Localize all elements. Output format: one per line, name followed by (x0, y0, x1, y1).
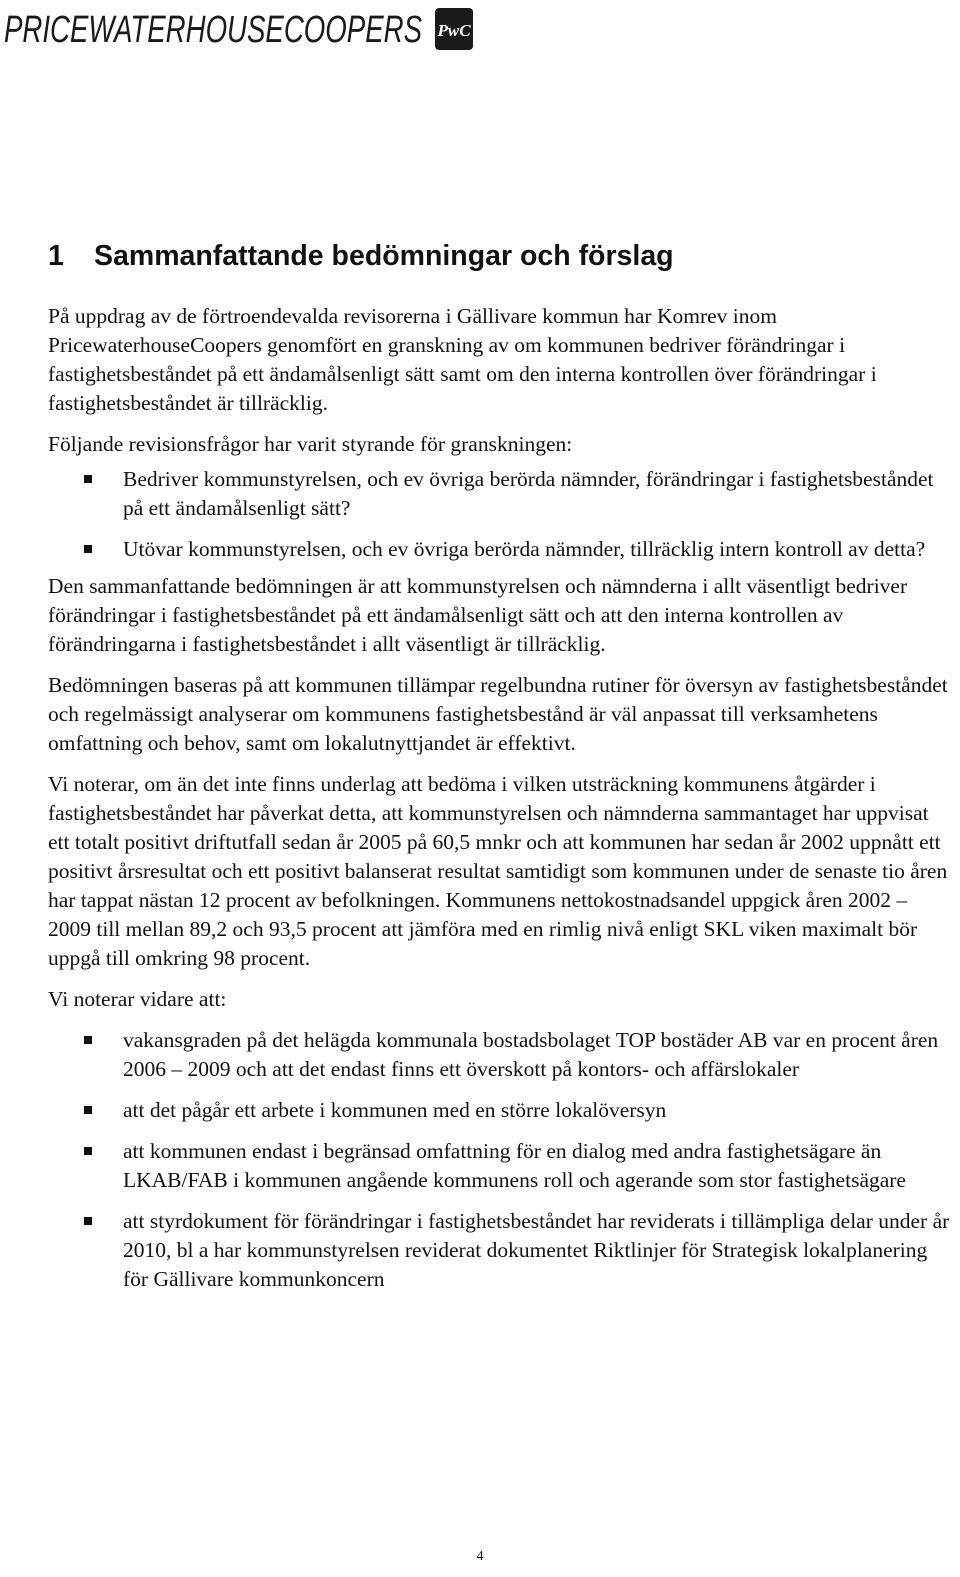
list-item-text: Bedriver kommunstyrelsen, och ev övriga berörda nämnder, förändringar i fastighetsbeståndet på ett ändamålsenligt sätt? (123, 467, 934, 520)
intro-paragraph: På uppdrag av de förtroendevalda revisorerna i Gällivare kommun har Komrev inom PricewaterhouseCoopers genomfört en granskning av om kommunen bedriver förändringar i fastighetsbeståndet på ett ändamålsenligt sätt samt om den interna kontrollen över förändringar i fastighetsbeståndet är tillräcklig. (48, 304, 877, 415)
assessment-paragraph: Den sammanfattande bedömningen är att kommunstyrelsen och nämnderna i allt väsentligt bedriver förändringar i fastighetsbeståndet på ett ändamålsenligt sätt och att den interna kontrollen av förändringarna i fastighetsbeståndet i allt väsentligt är tillräcklig. (48, 574, 908, 656)
logo-wordmark: PRICEWATERHOUSECOOPERS (4, 9, 422, 51)
basis-paragraph: Bedömningen baseras på att kommunen tillämpar regelbundna rutiner för översyn av fastighetsbeståndet och regelmässigt analyserar om kommunens fastighetsbestånd är väl anpassat till verksamhetens omfattning och behov, samt om lokalutnyttjandet är effektivt. (48, 673, 948, 755)
list-item-text: att det pågår ett arbete i kommunen med en större lokalöversyn (123, 1098, 667, 1122)
square-bullet-icon (84, 475, 92, 483)
list-item (48, 1026, 950, 1084)
list-item (48, 535, 950, 564)
list-item-text: Utövar kommunstyrelsen, och ev övriga berörda nämnder, tillräcklig intern kontroll av detta? (123, 537, 926, 561)
notes-list (48, 1026, 950, 1294)
list-item-text: vakansgraden på det helägda kommunala bostadsbolaget TOP bostäder AB var en procent åren 2006 – 2009 och att det endast finns ett överskott på kontors- och affärslokaler (123, 1028, 939, 1081)
company-logo (4, 0, 474, 58)
section-title: Sammanfattande bedömningar och förslag (94, 240, 674, 272)
list-item (48, 1137, 950, 1195)
questions-lead: Följande revisionsfrågor har varit styrande för granskningen: (48, 432, 573, 456)
logo-monogram-text: PwC (437, 21, 471, 40)
square-bullet-icon (84, 1036, 92, 1044)
document-body (48, 238, 950, 1306)
square-bullet-icon (84, 545, 92, 553)
square-bullet-icon (84, 1106, 92, 1114)
square-bullet-icon (84, 1147, 92, 1155)
pwc-monogram-icon (435, 8, 473, 50)
list-item (48, 465, 950, 523)
section-number: 1 (48, 240, 64, 272)
page-number: 4 (476, 1549, 484, 1564)
revision-questions-list (48, 465, 950, 564)
list-item (48, 1207, 950, 1294)
notes-lead: Vi noterar vidare att: (48, 987, 227, 1011)
list-item-text: att kommunen endast i begränsad omfattning för en dialog med andra fastighetsägare än LKAB/FAB i kommunen angående kommunens roll och agerande som stor fastighetsägare (123, 1139, 906, 1192)
section-heading (48, 238, 950, 274)
list-item-text: att styrdokument för förändringar i fastighetsbeståndet har reviderats i tillämpliga delar under år 2010, bl a har kommunstyrelsen reviderat dokumentet Riktlinjer för Strategisk lokalplanering för Gällivare kommunkoncern (123, 1209, 950, 1291)
list-item (48, 1096, 950, 1125)
note-paragraph: Vi noterar, om än det inte finns underlag att bedöma i vilken utsträckning kommunens åtgärder i fastighetsbeståndet har påverkat detta, att kommunstyrelsen och nämnderna sammantaget har uppvisat ett totalt positivt driftutfall sedan år 2005 på 60,5 mnkr och att kommunen har sedan år 2002 uppnått ett positivt årsresultat och ett positivt balanserat resultat samtidigt som kommunen under de senaste tio åren har tappat nästan 12 procent av befolkningen. Kommunens nettokostnadsandel uppgick åren 2002 – 2009 till mellan 89,2 och 93,5 procent att jämföra med en rimlig nivå enligt SKL viken maximalt bör uppgå till omkring 98 procent. (48, 772, 948, 970)
logo-graphic (4, 0, 474, 58)
square-bullet-icon (84, 1217, 92, 1225)
